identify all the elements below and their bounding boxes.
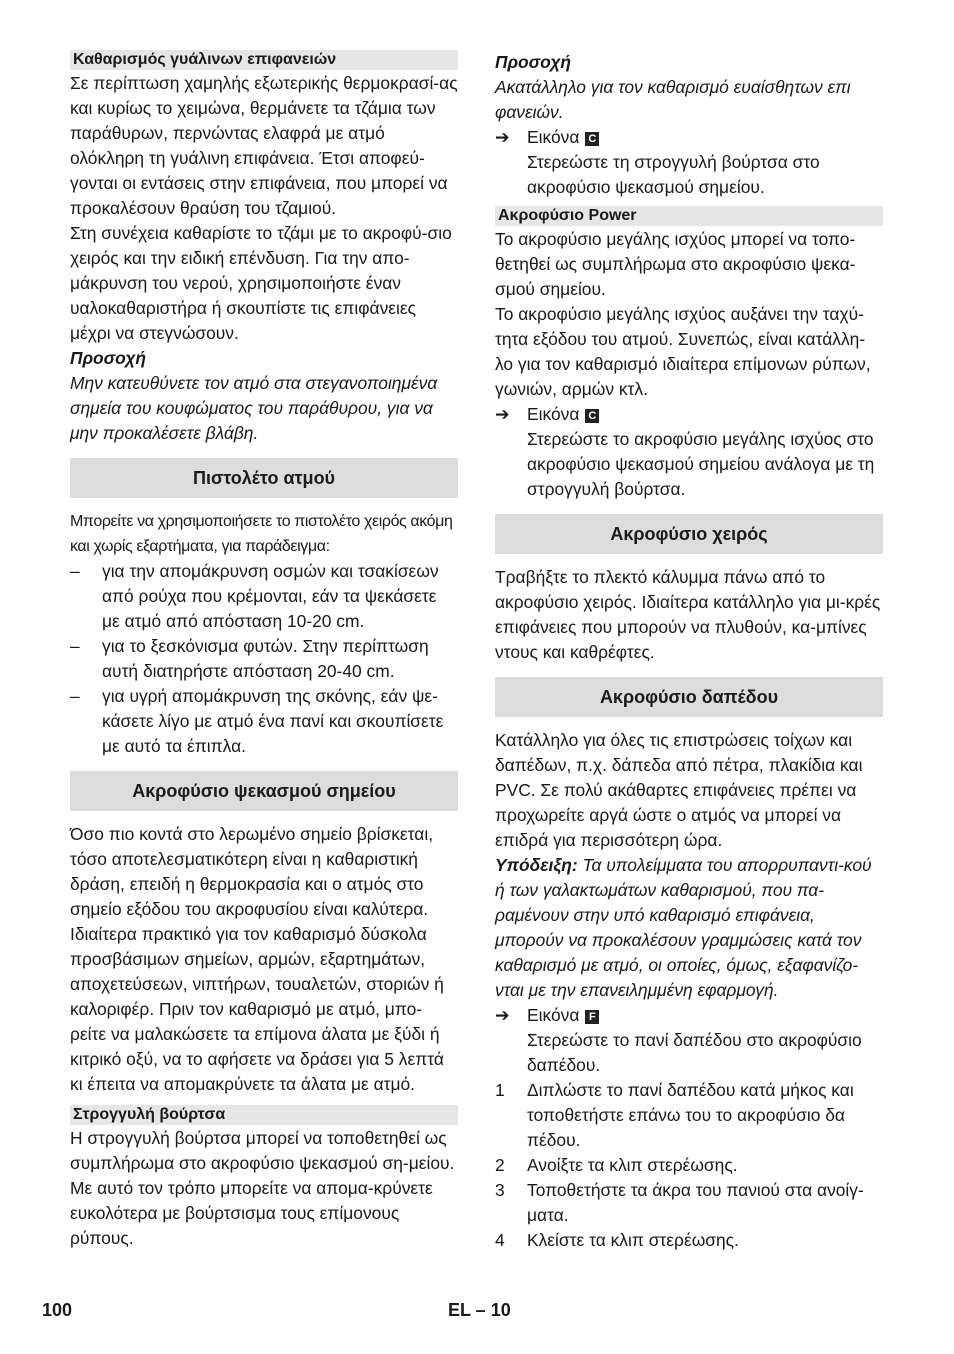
- numbered-steps: [495, 1078, 883, 1253]
- list-item: [70, 684, 458, 759]
- step-number: 4: [495, 1230, 505, 1250]
- paragraph: Τραβήξτε το πλεκτό κάλυμμα πάνω από το ακροφύσιο χειρός. Ιδιαίτερα κατάλληλο για μι-κρές επιφάνειες που μπορούν να πλυθούν, κα-μπίνες ντους και καθρέφτες.: [495, 567, 881, 662]
- section-code: EL – 10: [448, 1300, 511, 1320]
- step-item: [495, 1078, 883, 1153]
- instruction-text: Στερεώστε τη στρογγυλή βούρτσα στο ακροφύσιο ψεκασμού σημείου.: [527, 152, 820, 197]
- paragraph: Όσο πιο κοντά στο λερωμένο σημείο βρίσκεται, τόσο αποτελεσματικότερη είναι η καθαριστική δράση, επειδή η θερμοκρασία και ο ατμός στο σημείο εξόδου του ακροφυσίου είναι καλύτερα. Ιδιαίτερα πρακτικό για τον καθαρισμό δύσκολα προσβάσιμων σημείων, αρμών, εξαρτημάτων, αποχετεύσεων, νιπτήρων, τουαλετών, στοριών ή καλοριφέρ. Πριν τον καθαρισμό με ατμό, μπο-ρείτε να μαλακώσετε τα επίμονα άλατα με ξύδι ή κιτρικό οξύ, να το αφήσετε να δράσει για 5 λεπτά κι έπειτα να απομακρύνετε τα άλατα με ατμό.: [70, 824, 444, 1094]
- list-item: [70, 634, 458, 684]
- paragraph: Σε περίπτωση χαμηλής εξωτερικής θερμοκρασί-ας και κυρίως το χειμώνα, θερμάνετε τα τζάμια των παράθυρων, περνώντας ελαφρά με ατμό ολόκληρη τη γυάλινη επιφάνεια. Έτσι αποφεύ-γονται οι εντάσεις στην επιφάνεια, που μπορεί να προκαλέσουν θραύση του τζαμιού.: [70, 73, 458, 218]
- right-column: [495, 50, 883, 1253]
- list-item-text: για την απομάκρυνση οσμών και τσακίσεων από ρούχα που κρέμονται, εάν τα ψεκάσετε με ατμό από απόσταση 10-20 cm.: [102, 561, 439, 631]
- step-item: [495, 1228, 883, 1253]
- dash-marker: –: [70, 561, 80, 581]
- paragraph: Το ακροφύσιο μεγάλης ισχύος αυξάνει την ταχύ-τητα εξόδου του ατμού. Συνεπώς, είναι κατάλλη-λο για τον καθαρισμό ιδιαίτερα επίμονων ρύπων, γωνιών, αρμών κτλ.: [495, 304, 871, 399]
- section-title-glass-cleaning: Καθαρισμός γυάλινων επιφανειών: [70, 50, 458, 70]
- arrow-right-icon: ➔: [495, 127, 510, 147]
- step-item: [495, 1153, 883, 1178]
- paragraph: Στη συνέχεια καθαρίστε το τζάμι με το ακροφύ-σιο χειρός και την ειδική επένδυση. Για την απο-μάκρυνση του νερού, χρησιμοποιήστε έναν υαλοκαθαριστήρα ή σκουπίστε τις επιφάνειες μέχρι να στεγνώσουν.: [70, 223, 452, 343]
- figure-label: Εικόνα: [527, 404, 580, 424]
- step-number: 3: [495, 1180, 505, 1200]
- section-title-steam-gun: Πιστολέτο ατμού: [70, 458, 458, 498]
- figure-letter-badge: C: [585, 409, 599, 423]
- paragraph: Η στρογγυλή βούρτσα μπορεί να τοποθετηθεί ως συμπλήρωμα στο ακροφύσιο ψεκασμού ση-μείου. Με αυτό τον τρόπο μπορείτε να απομα-κρύνετε ευκολότερα με βούρτσισμα τους επίμονους ρύπους.: [70, 1128, 455, 1248]
- caution-text: Ακατάλληλο για τον καθαρισμό ευαίσθητων επι φανειών.: [495, 77, 851, 122]
- instruction-text: Στερεώστε το ακροφύσιο μεγάλης ισχύος στο ακροφύσιο ψεκασμού σημείου ανάλογα με τη στρογγυλή βούρτσα.: [527, 429, 875, 499]
- figure-reference: [495, 1003, 883, 1028]
- hint-label: Υπόδειξη:: [495, 855, 578, 875]
- section-title-power-nozzle: Ακροφύσιο Power: [495, 206, 883, 226]
- section-title-hand-nozzle: Ακροφύσιο χειρός: [495, 514, 883, 554]
- dash-marker: –: [70, 686, 80, 706]
- left-column: [70, 50, 458, 1251]
- arrow-right-icon: ➔: [495, 404, 510, 424]
- figure-reference: [495, 402, 883, 427]
- hint-text: Τα υπολείμματα του απορρυπαντι-κού ή των γαλακτωμάτων καθαρισμού, που πα-ραμένουν στην υπό καθαρισμό επιφάνεια, μπορούν να προκαλέσουν γραμμώσεις κατά τον καθαρισμό με ατμό, οι οποίες, όμως, εξαφανίζο-νται με την επανειλημμένη εφαρμογή.: [495, 855, 872, 1000]
- bullet-list: [70, 559, 458, 759]
- figure-reference: [495, 125, 883, 150]
- caution-label: Προσοχή: [495, 52, 571, 72]
- page-number: 100: [42, 1300, 73, 1320]
- dash-marker: –: [70, 636, 80, 656]
- list-item-text: για το ξεσκόνισμα φυτών. Στην περίπτωση αυτή διατηρήστε απόσταση 20-40 cm.: [102, 636, 429, 681]
- step-text: Τοποθετήστε τα άκρα του πανιού στα ανοίγ-ματα.: [527, 1180, 864, 1225]
- paragraph: Κατάλληλο για όλες τις επιστρώσεις τοίχων και δαπέδων, π.χ. δάπεδα από πέτρα, πλακίδια και PVC. Σε πολύ ακάθαρτες επιφάνειες πρέπει να προχωρείτε αργά ώστε ο ατμός να μπορεί να επιδρά για περισσότερη ώρα.: [495, 730, 863, 850]
- paragraph: Μπορείτε να χρησιμοποιήσετε το πιστολέτο χειρός ακόμη και χωρίς εξαρτήματα, για παράδειγμα:: [70, 513, 453, 555]
- caution-label: Προσοχή: [70, 348, 146, 368]
- figure-label: Εικόνα: [527, 1005, 580, 1025]
- figure-label: Εικόνα: [527, 127, 580, 147]
- list-item: [70, 559, 458, 634]
- step-number: 1: [495, 1080, 505, 1100]
- paragraph: Το ακροφύσιο μεγάλης ισχύος μπορεί να τοπο-θετηθεί ως συμπλήρωμα στο ακροφύσιο ψεκα-σμού σημείου.: [495, 229, 856, 299]
- arrow-right-icon: ➔: [495, 1005, 510, 1025]
- step-item: [495, 1178, 883, 1228]
- section-title-floor-nozzle: Ακροφύσιο δαπέδου: [495, 677, 883, 717]
- section-title-round-brush: Στρογγυλή βούρτσα: [70, 1105, 458, 1125]
- step-text: Κλείστε τα κλιπ στερέωσης.: [527, 1230, 739, 1250]
- figure-letter-badge: C: [585, 132, 599, 146]
- list-item-text: για υγρή απομάκρυνση της σκόνης, εάν ψε-κάσετε λίγο με ατμό ένα πανί και σκουπίσετε με αυτό τα έπιπλα.: [102, 686, 444, 756]
- step-number: 2: [495, 1155, 505, 1175]
- hint-paragraph: [495, 853, 883, 1003]
- step-text: Διπλώστε το πανί δαπέδου κατά μήκος και τοποθετήστε επάνω του το ακροφύσιο δα πέδου.: [527, 1080, 854, 1150]
- step-text: Ανοίξτε τα κλιπ στερέωσης.: [527, 1155, 738, 1175]
- caution-text: Μην κατευθύνετε τον ατμό στα στεγανοποιημένα σημεία του κουφώματος του παράθυρου, για να μην προκαλέσετε βλάβη.: [70, 373, 438, 443]
- section-title-spot-nozzle: Ακροφύσιο ψεκασμού σημείου: [70, 771, 458, 811]
- instruction-text: Στερεώστε το πανί δαπέδου στο ακροφύσιο δαπέδου.: [527, 1030, 862, 1075]
- figure-letter-badge: F: [585, 1010, 599, 1024]
